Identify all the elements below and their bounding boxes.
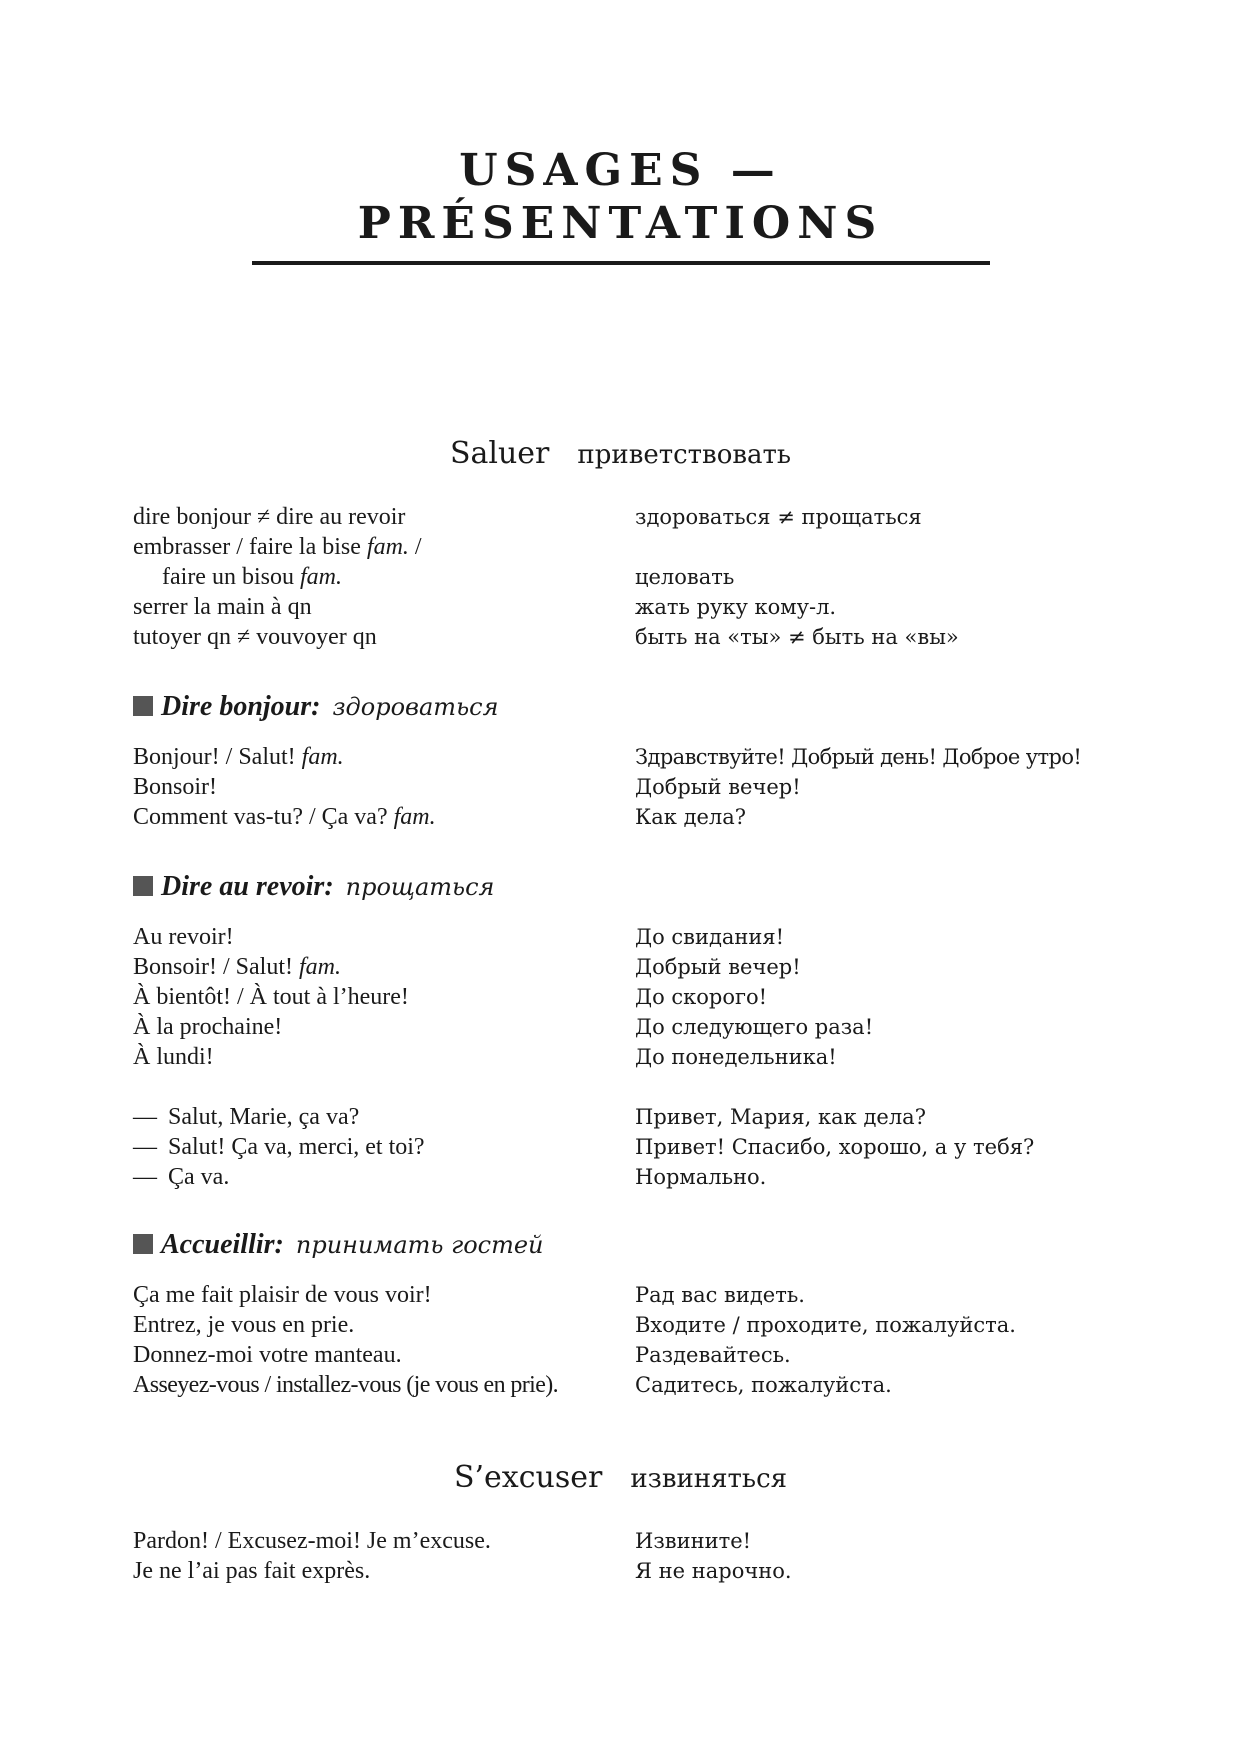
dialog-row bbox=[0, 1162, 1241, 1192]
phrase-ru: Извините! bbox=[635, 1529, 752, 1553]
phrase-row bbox=[0, 1340, 1241, 1370]
section-heading-fr: Saluer bbox=[449, 436, 550, 471]
register-marker: fam. bbox=[301, 744, 344, 770]
phrase-fr: embrasser / faire la bise fam. / bbox=[133, 534, 422, 560]
dialog-row bbox=[0, 1102, 1241, 1132]
phrase-ru: Входите / проходите, пожалуйста. bbox=[635, 1313, 1016, 1337]
phrase-fr: Salut! Ça va, merci, et toi? bbox=[168, 1134, 425, 1160]
phrase-row bbox=[0, 502, 1241, 532]
phrase-ru: Нормально. bbox=[635, 1165, 767, 1189]
subsection-heading-ru: принимать гостей bbox=[295, 1231, 544, 1259]
phrase-ru: Привет! Спасибо, хорошо, а у тебя? bbox=[635, 1135, 1035, 1159]
subsection-heading-fr: Dire bonjour: bbox=[161, 691, 321, 722]
phrase-row bbox=[0, 982, 1241, 1012]
phrase-row bbox=[0, 742, 1241, 772]
square-bullet-icon bbox=[133, 876, 153, 896]
phrase-row bbox=[0, 622, 1241, 652]
phrase-ru: Рад вас видеть. bbox=[635, 1283, 805, 1307]
phrase-fr: Comment vas-tu? / Ça va? fam. bbox=[133, 804, 436, 830]
phrase-ru: быть на «ты» ≠ быть на «вы» bbox=[635, 625, 959, 649]
phrase-row bbox=[0, 922, 1241, 952]
section-heading-excuser bbox=[0, 1460, 1241, 1497]
section-heading-ru: приветствовать bbox=[577, 440, 792, 470]
phrase-ru: Привет, Мария, как дела? bbox=[635, 1105, 926, 1129]
subsection-heading-fr: Dire au revoir: bbox=[161, 871, 334, 902]
phrase-fr: À la prochaine! bbox=[133, 1014, 283, 1040]
phrase-row bbox=[0, 1526, 1241, 1556]
phrase-row bbox=[0, 592, 1241, 622]
phrase-fr: serrer la main à qn bbox=[133, 594, 312, 620]
phrase-fr: Bonsoir! bbox=[133, 774, 217, 800]
title-rule bbox=[252, 261, 990, 265]
dialog-dash: — bbox=[133, 1164, 157, 1190]
square-bullet-icon bbox=[133, 1234, 153, 1254]
phrase-row bbox=[0, 1370, 1241, 1400]
register-marker: fam. bbox=[366, 534, 409, 560]
phrase-fr: Pardon! / Excusez-moi! Je m’excuse. bbox=[133, 1528, 491, 1554]
phrase-fr: dire bonjour ≠ dire au revoir bbox=[133, 504, 406, 530]
phrase-fr: Au revoir! bbox=[133, 924, 234, 950]
phrase-ru: Как дела? bbox=[635, 805, 747, 829]
subsection-heading-accueillir bbox=[133, 1228, 544, 1262]
phrase-ru: целовать bbox=[635, 565, 735, 589]
subsection-heading-bonjour bbox=[133, 690, 498, 724]
phrase-fr: Ça va. bbox=[168, 1164, 230, 1190]
dialog-dash: — bbox=[133, 1134, 157, 1160]
phrase-row bbox=[0, 952, 1241, 982]
phrase-ru: До следующего раза! bbox=[635, 1015, 874, 1039]
phrase-row bbox=[0, 802, 1241, 832]
phrase-fr: Salut, Marie, ça va? bbox=[168, 1104, 360, 1130]
section-heading-saluer bbox=[0, 436, 1241, 473]
phrase-ru: До понедельника! bbox=[635, 1045, 837, 1069]
phrase-ru: Добрый вечер! bbox=[635, 955, 801, 979]
phrase-ru: жать руку кому-л. bbox=[635, 595, 837, 619]
phrase-fr: Ça me fait plaisir de vous voir! bbox=[133, 1282, 432, 1308]
phrase-fr: Bonjour! / Salut! fam. bbox=[133, 744, 344, 770]
page-title-line-2: PRÉSENTATIONS bbox=[357, 198, 884, 249]
phrase-ru: Добрый вечер! bbox=[635, 775, 801, 799]
subsection-heading-revoir bbox=[133, 870, 494, 904]
phrase-ru: До скорого! bbox=[635, 985, 768, 1009]
dialog-dash: — bbox=[133, 1104, 157, 1130]
section-heading-ru: извиняться bbox=[630, 1464, 788, 1494]
phrase-row bbox=[0, 562, 1241, 592]
phrase-fr: Asseyez-vous / installez-vous (je vous en prie). bbox=[133, 1372, 559, 1398]
phrase-ru: Здравствуйте! Добрый день! Доброе утро! bbox=[635, 745, 1082, 769]
phrase-ru: здороваться ≠ прощаться bbox=[635, 505, 922, 529]
phrase-row bbox=[0, 532, 1241, 562]
phrase-fr: tutoyer qn ≠ vouvoyer qn bbox=[133, 624, 377, 650]
dialog-row bbox=[0, 1132, 1241, 1162]
phrase-row bbox=[0, 1042, 1241, 1072]
phrase-row bbox=[0, 1280, 1241, 1310]
square-bullet-icon bbox=[133, 696, 153, 716]
phrase-ru: Я не нарочно. bbox=[635, 1559, 792, 1583]
phrase-row bbox=[0, 1012, 1241, 1042]
register-marker: fam. bbox=[299, 564, 342, 590]
phrase-ru: До свидания! bbox=[635, 925, 785, 949]
register-marker: fam. bbox=[299, 954, 341, 980]
page-title-line-1: USAGES — bbox=[459, 145, 782, 196]
phrase-fr: À bientôt! / À tout à l’heure! bbox=[133, 984, 409, 1010]
phrase-fr: Donnez-moi votre manteau. bbox=[133, 1342, 402, 1368]
phrase-fr: Entrez, je vous en prie. bbox=[133, 1312, 355, 1338]
phrase-fr: À lundi! bbox=[133, 1044, 214, 1070]
phrase-row bbox=[0, 1556, 1241, 1586]
phrase-row bbox=[0, 772, 1241, 802]
phrase-ru: Раздевайтесь. bbox=[635, 1343, 791, 1367]
phrase-row bbox=[0, 1310, 1241, 1340]
section-heading-fr: S’excuser bbox=[453, 1460, 603, 1495]
phrase-fr: Bonsoir! / Salut! fam. bbox=[133, 954, 341, 980]
phrase-fr: Je ne l’ai pas fait exprès. bbox=[133, 1558, 371, 1584]
phrase-fr: faire un bisou fam. bbox=[162, 564, 342, 590]
subsection-heading-ru: здороваться bbox=[332, 693, 499, 721]
subsection-heading-fr: Accueillir: bbox=[161, 1229, 284, 1260]
register-marker: fam. bbox=[393, 804, 436, 830]
subsection-heading-ru: прощаться bbox=[345, 873, 495, 901]
phrase-ru: Садитесь, пожалуйста. bbox=[635, 1373, 892, 1397]
